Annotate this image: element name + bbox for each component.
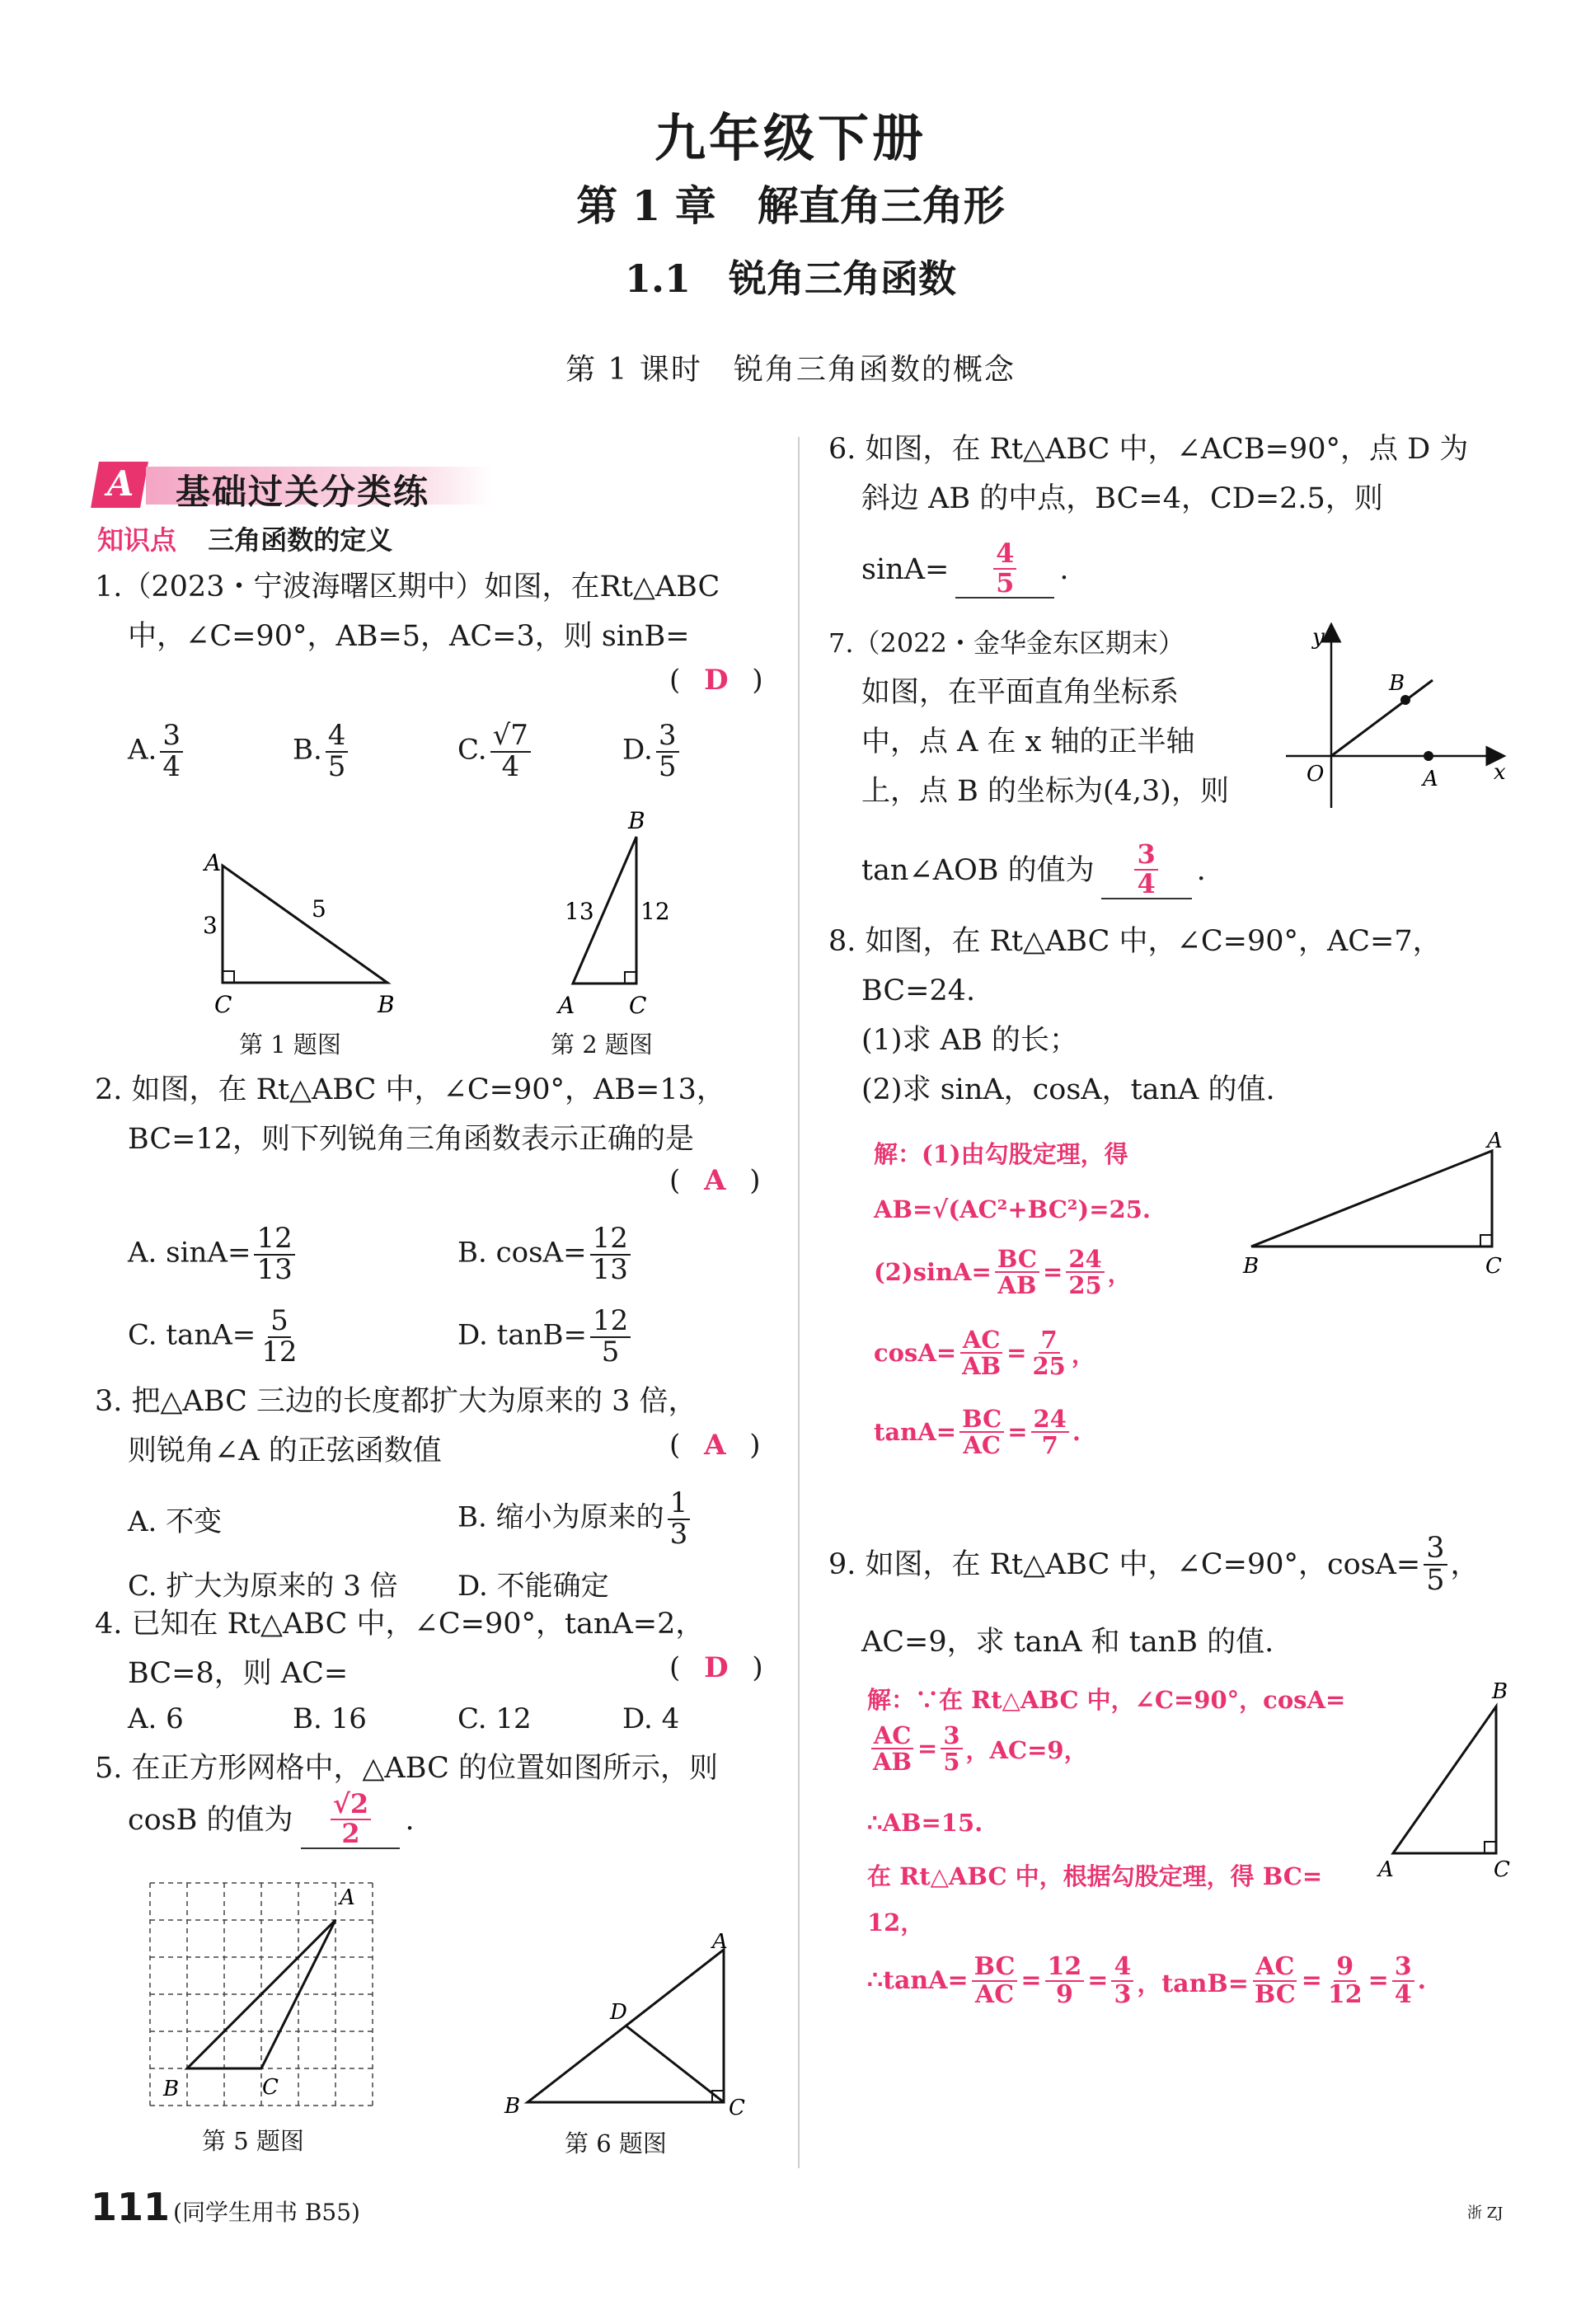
q1-line1: 1.（2023・宁波海曙区期中）如图，在Rt△ABC (95, 570, 720, 603)
q4-answer: D (704, 1651, 729, 1684)
q1-option-b: B. $\frac{4}{5}$ (293, 721, 457, 782)
q1-option-d: D. $\frac{3}{5}$ (622, 721, 771, 782)
fig5-caption: 第 5 题图 (202, 2127, 304, 2155)
fig7-label-y: y (1312, 625, 1325, 650)
q2-option-b: B. cosA= $\frac{12}{13}$ (457, 1224, 771, 1284)
q2-option-d: D. tanB= $\frac{12}{5}$ (457, 1307, 771, 1367)
fig2-side-ab: 13 (565, 898, 594, 925)
fig9-label-a: A (1378, 1857, 1394, 1882)
q2-option-c: C. tanA= $\frac{5}{12}$ (128, 1304, 298, 1369)
page-number: 111 (91, 2185, 171, 2229)
edition-mark: 浙 ZJ (1467, 2204, 1504, 2222)
fig9-triangle (1393, 1707, 1496, 1853)
q9-cos-num: 3 (1424, 1533, 1447, 1566)
fig2-right-angle (625, 972, 636, 984)
fig2-side-bc: 12 (640, 898, 670, 925)
q3-option-a: A. 不变 (128, 1505, 223, 1538)
q8-line1: 8. 如图，在 Rt△ABC 中，∠C=90°，AC=7， (828, 925, 1442, 958)
banner-text: 基础过关分类练 (176, 472, 430, 512)
q7-answer-blank (1101, 838, 1192, 899)
q2-answer-paren: ( A ) (669, 1164, 761, 1197)
q9-cos-den: 5 (1426, 1563, 1445, 1597)
q7-answer-num: 3 (1134, 841, 1157, 871)
fig8-right-angle (1480, 1235, 1492, 1247)
q6-answer-num: 4 (993, 540, 1016, 570)
figure-8 (1236, 1131, 1517, 1284)
fig2-caption: 第 2 题图 (551, 1031, 653, 1059)
fig9-label-b: B (1492, 1679, 1508, 1704)
q8-sol-line2: AB=√(AC²+BC²)=25. (874, 1195, 1151, 1223)
q1-answer: D (704, 664, 729, 697)
lesson-title: 第 1 课时 锐角三角函数的概念 (565, 353, 1016, 387)
fig6-label-d: D (610, 2000, 627, 2025)
fig6-caption: 第 6 题图 (565, 2129, 667, 2157)
q4-option-a: A. 6 (128, 1702, 184, 1735)
fig6-label-b: B (504, 2094, 521, 2119)
q8-line2: BC=24. (861, 974, 976, 1007)
fig1-caption: 第 1 题图 (239, 1031, 341, 1059)
fig1-label-b: B (378, 991, 395, 1018)
q7-line4: 上，点 B 的坐标为(4,3)，则 (861, 775, 1229, 808)
q8-sol-line1: 解：(1)由勾股定理，得 (874, 1140, 1128, 1168)
q5-line2-wrap: cosB 的值为 $\frac{√2}{2}$ . (128, 1788, 415, 1849)
q5-answer-den: 2 (341, 1817, 360, 1849)
q9-sol-line6: ∴tanA= $\frac{BC}{AC}$ = $\frac{12}{9}$ = $\frac{4}{3}$ ，tanB= $\frac{AC}{BC}$ = $\frac{9}{12}$ = $\frac{3}{4}$ . (867, 1952, 1427, 2009)
fig7-label-b: B (1389, 671, 1405, 696)
question-2 (95, 1065, 771, 1164)
q3-answer: A (704, 1429, 726, 1462)
q4-options (128, 1702, 771, 1735)
question-9: 9. 如图，在 Rt△ABC 中，∠C=90°，cosA= $\frac{3}{5}$ ， (828, 1532, 1480, 1597)
q7-line5-wrap: tan∠AOB 的值为 $\frac{3}{4}$ . (861, 838, 1206, 899)
figure-2 (548, 804, 672, 1022)
q6-answer-den: 5 (996, 566, 1015, 599)
q6-line3: sinA= (861, 552, 950, 586)
figure-1 (181, 841, 412, 1022)
q7-line3: 中，点 A 在 x 轴的正半轴 (861, 725, 1195, 758)
fig8-label-b: B (1243, 1254, 1260, 1279)
fig2-label-b: B (628, 807, 645, 834)
q5-line1: 5. 在正方形网格中，△ABC 的位置如图所示，则 (95, 1752, 718, 1785)
book-title: 九年级下册 (654, 108, 927, 168)
q8-sol-line3: (2)sinA= $\frac{BC}{AB}$ = $\frac{24}{25}$ ， (874, 1245, 1132, 1300)
q9-sol-line4: 在 Rt△ABC 中，根据勾股定理，得 BC= (867, 1862, 1323, 1890)
knowledge-label: 知识点 (97, 524, 177, 556)
fig7-label-x: x (1494, 760, 1506, 785)
knowledge-point (97, 519, 392, 557)
q2-line2: BC=12，则下列锐角三角函数表示正确的是 (128, 1123, 695, 1156)
q2-option-a: A. sinA= $\frac{12}{13}$ (128, 1224, 457, 1284)
question-8 (828, 917, 1513, 1115)
q2-line1: 2. 如图，在 Rt△ABC 中，∠C=90°，AB=13， (95, 1073, 725, 1106)
fig9-right-angle (1485, 1842, 1496, 1853)
q7-answer-den: 4 (1137, 867, 1156, 899)
fig5-label-b: B (163, 2077, 180, 2101)
fig5-label-a: A (340, 1885, 355, 1910)
q5-line2: cosB 的值为 (128, 1803, 293, 1837)
knowledge-topic: 三角函数的定义 (208, 524, 393, 556)
q2-options (128, 1214, 771, 1378)
q9-sol-line5: 12， (867, 1908, 925, 1937)
question-5 (95, 1744, 771, 1793)
fig2-label-c: C (629, 992, 647, 1019)
fig8-label-c: C (1485, 1254, 1502, 1279)
q4-option-d: D. 4 (622, 1702, 680, 1735)
q5-answer-num: √2 (331, 1791, 371, 1820)
page-ref-note: (同学生用书 B55) (173, 2199, 360, 2226)
fig6-label-a: A (712, 1933, 728, 1954)
q9-sol-line3: ∴AB=15. (867, 1809, 983, 1837)
question-6 (828, 425, 1513, 523)
q6-line2: 斜边 AB 的中点，BC=4，CD=2.5，则 (861, 482, 1383, 515)
fig1-side-ac: 3 (203, 912, 218, 939)
q1-option-a: A. $\frac{3}{4}$ (128, 721, 293, 782)
q3-options (128, 1480, 771, 1608)
figure-6 (495, 1933, 758, 2123)
q1-line2: 中，∠C=90°，AB=5，AC=3，则 sinB= (128, 620, 690, 653)
figure-7 (1269, 622, 1517, 812)
q3-option-c: C. 扩大为原来的 3 倍 (128, 1569, 398, 1603)
q6-answer-blank (955, 540, 1054, 599)
q8-part2: (2)求 sinA，cosA，tanA 的值. (861, 1073, 1275, 1106)
section-title: 1.1 锐角三角函数 (624, 256, 957, 301)
fig1-label-c: C (214, 991, 232, 1018)
q9-sol-line1: 解：∵在 Rt△ABC 中，∠C=90°，cosA= (867, 1686, 1346, 1714)
q4-line1: 4. 已知在 Rt△ABC 中，∠C=90°，tanA=2， (95, 1608, 705, 1641)
q3-line2: 则锐角∠A 的正弦函数值 (128, 1434, 442, 1467)
q9-line1: 9. 如图，在 Rt△ABC 中，∠C=90°，cosA= (828, 1547, 1421, 1581)
fig6-median-cd (626, 2026, 724, 2102)
fig7-point-a (1424, 751, 1433, 761)
q7-line5: tan∠AOB 的值为 (861, 853, 1095, 887)
fig7-point-b (1400, 695, 1410, 705)
q7-line2: 如图，在平面直角坐标系 (861, 676, 1180, 709)
question-1 (95, 562, 771, 661)
q8-sol-line5: tanA= $\frac{BC}{AC}$ = $\frac{24}{7}$ . (874, 1405, 1081, 1460)
q4-answer-paren: ( D ) (669, 1651, 763, 1684)
fig1-label-a: A (204, 849, 222, 876)
fig7-label-a: A (1423, 767, 1438, 791)
q7-line1: 7.（2022・金华金东区期末） (828, 627, 1185, 659)
page-footer (91, 2185, 360, 2229)
q1-answer-paren: ( D ) (669, 664, 763, 697)
q4-option-b: B. 16 (293, 1702, 367, 1735)
section-banner (95, 462, 499, 512)
fig1-right-angle (223, 971, 234, 983)
q4-line2: BC=8，则 AC= (128, 1657, 349, 1690)
fig9-label-c: C (1494, 1857, 1510, 1882)
q4-option-c: C. 12 (457, 1702, 532, 1735)
q3-answer-paren: ( A ) (669, 1429, 761, 1462)
chapter-title: 第 1 章 解直角三角形 (576, 181, 1005, 230)
q9-line2: AC=9，求 tanA 和 tanB 的值. (861, 1626, 1274, 1659)
fig7-label-o: O (1307, 762, 1325, 786)
q1-options (128, 721, 771, 782)
column-divider (798, 437, 800, 2168)
question-7 (828, 618, 1274, 816)
q3-line1: 3. 把△ABC 三边的长度都扩大为原来的 3 倍， (95, 1385, 697, 1418)
fig2-label-a: A (558, 992, 575, 1019)
q5-answer-blank (301, 1788, 400, 1849)
figure-5 (140, 1865, 387, 2112)
q6-line1: 6. 如图，在 Rt△ABC 中，∠ACB=90°，点 D 为 (828, 433, 1469, 466)
fig8-label-a: A (1487, 1131, 1503, 1153)
q3-option-b: B. 缩小为原来的 $\frac{1}{3}$ (457, 1489, 771, 1549)
q1-option-c: C. $\frac{√7}{4}$ (457, 721, 622, 782)
figure-9 (1368, 1674, 1517, 1884)
q3-option-d: D. 不能确定 (457, 1569, 609, 1603)
fig5-label-c: C (262, 2075, 279, 2100)
banner-letter: A (106, 463, 134, 504)
q2-answer: A (704, 1164, 726, 1197)
fig1-triangle (223, 866, 387, 983)
q8-sol-line4: cosA= $\frac{AC}{AB}$ = $\frac{7}{25}$ ， (874, 1326, 1095, 1381)
q9-sol-line2: $\frac{AC}{AB}$ = $\frac{3}{5}$ ，AC=9， (867, 1723, 1088, 1775)
fig8-triangle (1251, 1151, 1492, 1247)
fig1-side-ab: 5 (312, 895, 326, 923)
q6-line3-wrap: sinA= $\frac{4}{5}$ . (861, 538, 1069, 599)
fig7-ray-ob (1331, 680, 1433, 756)
fig6-label-c: C (729, 2096, 745, 2120)
q8-part1: (1)求 AB 的长； (861, 1024, 1078, 1057)
